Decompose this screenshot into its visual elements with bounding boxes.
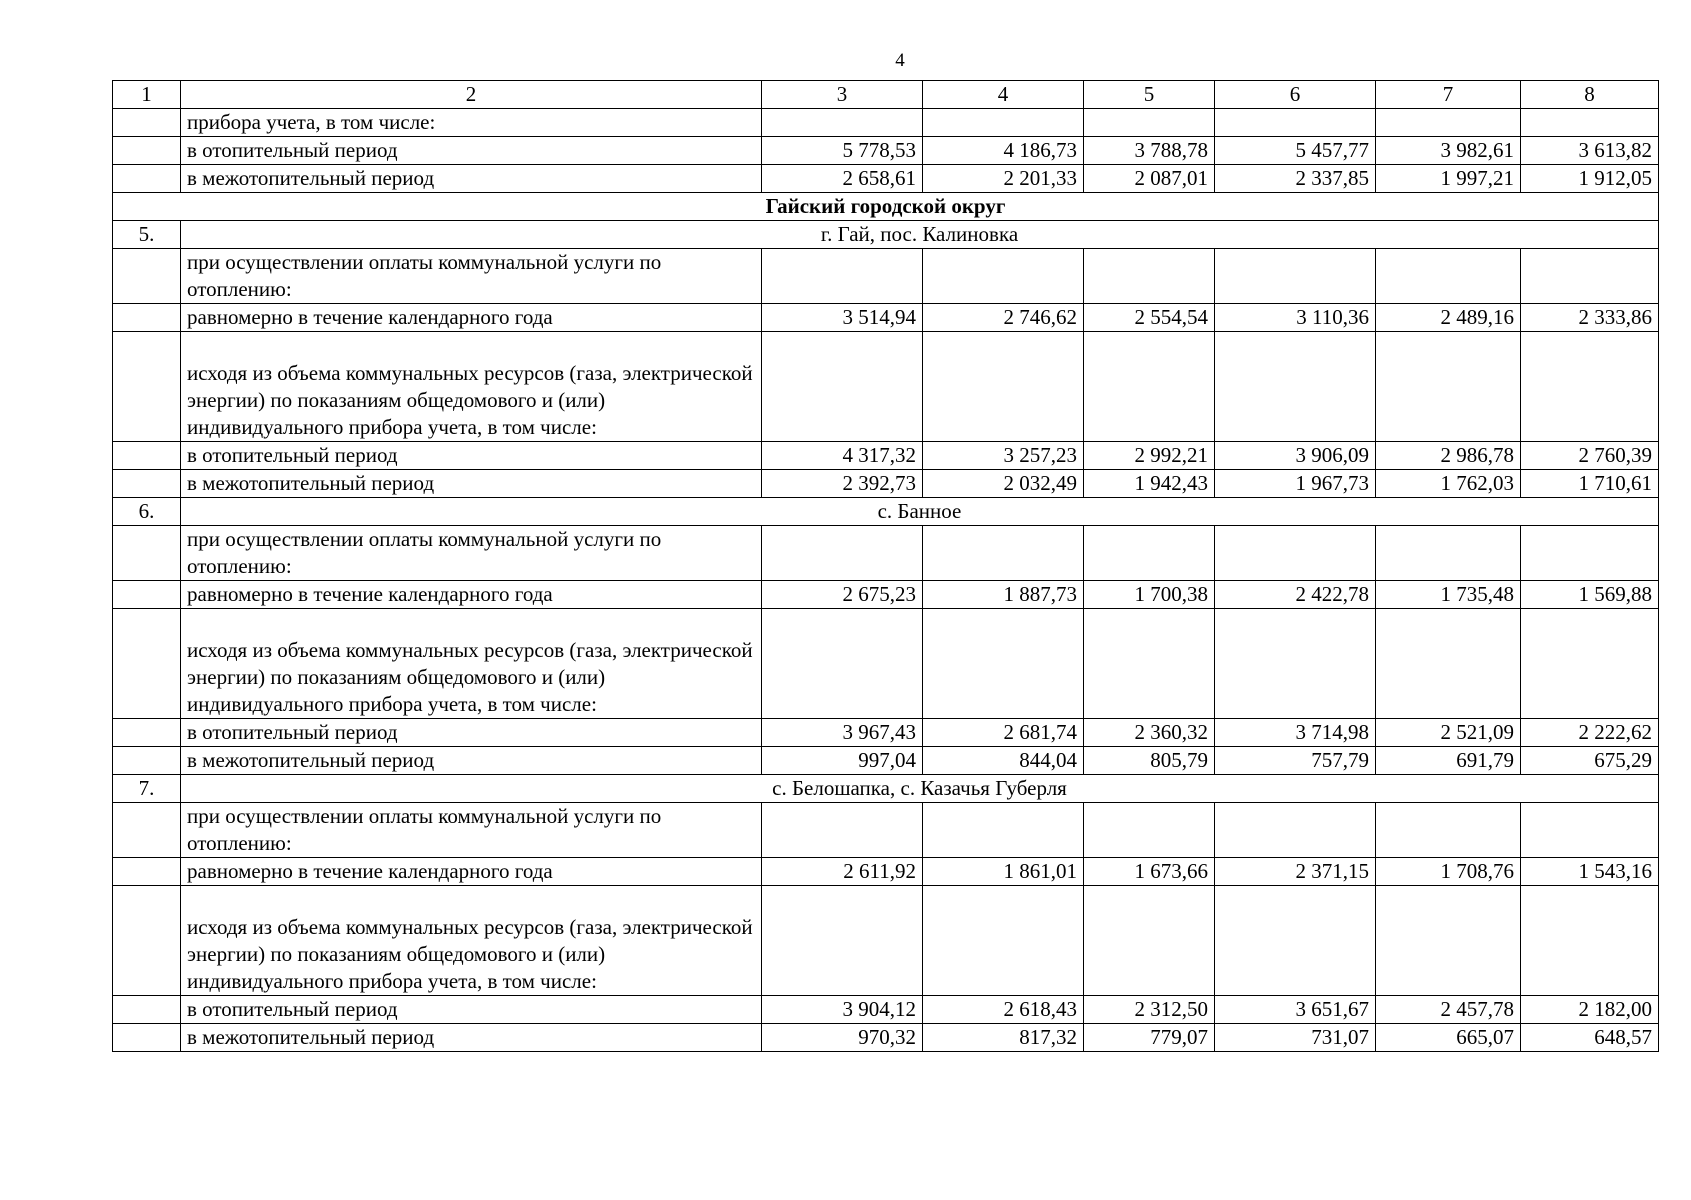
- row-number: [113, 249, 181, 304]
- value-cell: 2 681,74: [923, 719, 1084, 747]
- value-cell: 3 967,43: [762, 719, 923, 747]
- value-cell: [1376, 803, 1521, 858]
- value-cell: 1 700,38: [1084, 581, 1215, 609]
- value-cell: [1215, 109, 1376, 137]
- table-row: [113, 719, 1659, 747]
- table-row: [113, 442, 1659, 470]
- table-row: [113, 137, 1659, 165]
- value-cell: 1 967,73: [1215, 470, 1376, 498]
- value-cell: [1376, 332, 1521, 442]
- value-cell: 2 489,16: [1376, 304, 1521, 332]
- table-row: [113, 470, 1659, 498]
- value-cell: 2 675,23: [762, 581, 923, 609]
- value-cell: [1084, 526, 1215, 581]
- row-description: в межотопительный период: [181, 165, 762, 193]
- table-body: [113, 81, 1659, 1052]
- value-cell: 3 982,61: [1376, 137, 1521, 165]
- value-cell: [1215, 886, 1376, 996]
- value-cell: 2 422,78: [1215, 581, 1376, 609]
- value-cell: 3 613,82: [1521, 137, 1659, 165]
- value-cell: 2 746,62: [923, 304, 1084, 332]
- row-description: при осуществлении оплаты коммунальной услуги по отоплению:: [181, 803, 762, 858]
- row-number: [113, 165, 181, 193]
- value-cell: 1 735,48: [1376, 581, 1521, 609]
- table-row: [113, 165, 1659, 193]
- row-description: в отопительный период: [181, 442, 762, 470]
- value-cell: [762, 803, 923, 858]
- value-cell: 3 714,98: [1215, 719, 1376, 747]
- table-row: [113, 526, 1659, 581]
- section-row: [113, 193, 1659, 221]
- value-cell: 2 312,50: [1084, 996, 1215, 1024]
- value-cell: 731,07: [1215, 1024, 1376, 1052]
- value-cell: [923, 609, 1084, 719]
- value-cell: 844,04: [923, 747, 1084, 775]
- value-cell: 1 997,21: [1376, 165, 1521, 193]
- value-cell: 2 554,54: [1084, 304, 1215, 332]
- value-cell: [923, 886, 1084, 996]
- value-cell: [1521, 886, 1659, 996]
- header-cell: 6: [1215, 81, 1376, 109]
- value-cell: 757,79: [1215, 747, 1376, 775]
- value-cell: 1 569,88: [1521, 581, 1659, 609]
- value-cell: 970,32: [762, 1024, 923, 1052]
- value-cell: 3 257,23: [923, 442, 1084, 470]
- value-cell: 2 618,43: [923, 996, 1084, 1024]
- value-cell: [1215, 609, 1376, 719]
- locality-name: с. Белошапка, с. Казачья Губерля: [181, 775, 1659, 803]
- value-cell: 2 333,86: [1521, 304, 1659, 332]
- row-description: в отопительный период: [181, 137, 762, 165]
- value-cell: 1 912,05: [1521, 165, 1659, 193]
- header-cell: 4: [923, 81, 1084, 109]
- row-number: [113, 137, 181, 165]
- row-description: при осуществлении оплаты коммунальной услуги по отоплению:: [181, 249, 762, 304]
- value-cell: 3 651,67: [1215, 996, 1376, 1024]
- value-cell: [1521, 526, 1659, 581]
- header-cell: 5: [1084, 81, 1215, 109]
- table-row: [113, 858, 1659, 886]
- row-description: в отопительный период: [181, 996, 762, 1024]
- row-number: [113, 886, 181, 996]
- value-cell: [923, 249, 1084, 304]
- value-cell: [762, 526, 923, 581]
- row-number: [113, 747, 181, 775]
- value-cell: 2 992,21: [1084, 442, 1215, 470]
- header-cell: 3: [762, 81, 923, 109]
- row-number: [113, 609, 181, 719]
- row-number: [113, 719, 181, 747]
- row-number: [113, 581, 181, 609]
- value-cell: 665,07: [1376, 1024, 1521, 1052]
- value-cell: [1376, 609, 1521, 719]
- value-cell: 3 788,78: [1084, 137, 1215, 165]
- value-cell: [923, 526, 1084, 581]
- row-number: [113, 1024, 181, 1052]
- row-number: [113, 442, 181, 470]
- value-cell: [1521, 332, 1659, 442]
- value-cell: 4 317,32: [762, 442, 923, 470]
- value-cell: 2 392,73: [762, 470, 923, 498]
- row-description: в межотопительный период: [181, 1024, 762, 1052]
- table-row: [113, 803, 1659, 858]
- table-row: [113, 109, 1659, 137]
- value-cell: 1 543,16: [1521, 858, 1659, 886]
- value-cell: 2 032,49: [923, 470, 1084, 498]
- table-row: [113, 332, 1659, 442]
- value-cell: [923, 332, 1084, 442]
- table-row: [113, 304, 1659, 332]
- value-cell: [923, 803, 1084, 858]
- value-cell: [1215, 332, 1376, 442]
- row-description: равномерно в течение календарного года: [181, 858, 762, 886]
- row-number: 6.: [113, 498, 181, 526]
- value-cell: [1084, 803, 1215, 858]
- value-cell: 1 673,66: [1084, 858, 1215, 886]
- value-cell: 4 186,73: [923, 137, 1084, 165]
- row-description: исходя из объема коммунальных ресурсов (газа, электрической энергии) по показаниям общедомового и (или) индивидуального прибора учета, в том числе:: [181, 886, 762, 996]
- header-cell: 7: [1376, 81, 1521, 109]
- value-cell: 2 658,61: [762, 165, 923, 193]
- value-cell: 2 521,09: [1376, 719, 1521, 747]
- row-number: [113, 858, 181, 886]
- value-cell: 1 887,73: [923, 581, 1084, 609]
- value-cell: [762, 886, 923, 996]
- value-cell: [762, 332, 923, 442]
- value-cell: 2 360,32: [1084, 719, 1215, 747]
- row-description: прибора учета, в том числе:: [181, 109, 762, 137]
- tariff-table: [112, 80, 1659, 1052]
- row-number: [113, 470, 181, 498]
- page-number: 4: [895, 50, 905, 71]
- header-cell: 1: [113, 81, 181, 109]
- value-cell: [1084, 109, 1215, 137]
- value-cell: 691,79: [1376, 747, 1521, 775]
- value-cell: 779,07: [1084, 1024, 1215, 1052]
- value-cell: [1376, 109, 1521, 137]
- value-cell: [1084, 886, 1215, 996]
- locality-row: [113, 221, 1659, 249]
- table-row: [113, 249, 1659, 304]
- value-cell: 1 762,03: [1376, 470, 1521, 498]
- row-number: 7.: [113, 775, 181, 803]
- value-cell: [762, 109, 923, 137]
- value-cell: 2 986,78: [1376, 442, 1521, 470]
- value-cell: [1521, 249, 1659, 304]
- value-cell: [1084, 332, 1215, 442]
- value-cell: [762, 249, 923, 304]
- value-cell: 5 457,77: [1215, 137, 1376, 165]
- row-description: исходя из объема коммунальных ресурсов (газа, электрической энергии) по показаниям общедомового и (или) индивидуального прибора учета, в том числе:: [181, 609, 762, 719]
- table-row: [113, 996, 1659, 1024]
- value-cell: [1215, 803, 1376, 858]
- header-cell: 2: [181, 81, 762, 109]
- value-cell: [1084, 249, 1215, 304]
- section-title: Гайский городской округ: [113, 193, 1659, 221]
- row-number: 5.: [113, 221, 181, 249]
- value-cell: 3 514,94: [762, 304, 923, 332]
- value-cell: 3 110,36: [1215, 304, 1376, 332]
- value-cell: 1 942,43: [1084, 470, 1215, 498]
- value-cell: [1376, 249, 1521, 304]
- row-description: при осуществлении оплаты коммунальной услуги по отоплению:: [181, 526, 762, 581]
- value-cell: 2 222,62: [1521, 719, 1659, 747]
- value-cell: 997,04: [762, 747, 923, 775]
- value-cell: 675,29: [1521, 747, 1659, 775]
- value-cell: 805,79: [1084, 747, 1215, 775]
- row-description: равномерно в течение календарного года: [181, 304, 762, 332]
- table-row: [113, 609, 1659, 719]
- value-cell: 1 708,76: [1376, 858, 1521, 886]
- value-cell: [1215, 526, 1376, 581]
- value-cell: 2 611,92: [762, 858, 923, 886]
- value-cell: [1376, 886, 1521, 996]
- locality-name: с. Банное: [181, 498, 1659, 526]
- value-cell: [1376, 526, 1521, 581]
- value-cell: 2 371,15: [1215, 858, 1376, 886]
- row-number: [113, 109, 181, 137]
- value-cell: [1521, 109, 1659, 137]
- value-cell: 2 201,33: [923, 165, 1084, 193]
- row-number: [113, 803, 181, 858]
- row-description: исходя из объема коммунальных ресурсов (газа, электрической энергии) по показаниям общедомового и (или) индивидуального прибора учета, в том числе:: [181, 332, 762, 442]
- value-cell: 2 087,01: [1084, 165, 1215, 193]
- value-cell: 5 778,53: [762, 137, 923, 165]
- value-cell: [1215, 249, 1376, 304]
- row-description: равномерно в течение календарного года: [181, 581, 762, 609]
- table-row: [113, 1024, 1659, 1052]
- value-cell: 648,57: [1521, 1024, 1659, 1052]
- value-cell: 817,32: [923, 1024, 1084, 1052]
- value-cell: [1521, 609, 1659, 719]
- row-description: в межотопительный период: [181, 747, 762, 775]
- row-description: в межотопительный период: [181, 470, 762, 498]
- value-cell: [923, 109, 1084, 137]
- row-number: [113, 332, 181, 442]
- locality-row: [113, 775, 1659, 803]
- locality-name: г. Гай, пос. Калиновка: [181, 221, 1659, 249]
- value-cell: 3 906,09: [1215, 442, 1376, 470]
- value-cell: 2 457,78: [1376, 996, 1521, 1024]
- header-row: [113, 81, 1659, 109]
- value-cell: 1 861,01: [923, 858, 1084, 886]
- table-row: [113, 747, 1659, 775]
- locality-row: [113, 498, 1659, 526]
- row-number: [113, 996, 181, 1024]
- row-description: в отопительный период: [181, 719, 762, 747]
- value-cell: 2 337,85: [1215, 165, 1376, 193]
- row-number: [113, 526, 181, 581]
- value-cell: [1521, 803, 1659, 858]
- value-cell: 2 760,39: [1521, 442, 1659, 470]
- value-cell: 1 710,61: [1521, 470, 1659, 498]
- row-number: [113, 304, 181, 332]
- value-cell: 3 904,12: [762, 996, 923, 1024]
- table-row: [113, 581, 1659, 609]
- value-cell: 2 182,00: [1521, 996, 1659, 1024]
- table-row: [113, 886, 1659, 996]
- value-cell: [1084, 609, 1215, 719]
- value-cell: [762, 609, 923, 719]
- header-cell: 8: [1521, 81, 1659, 109]
